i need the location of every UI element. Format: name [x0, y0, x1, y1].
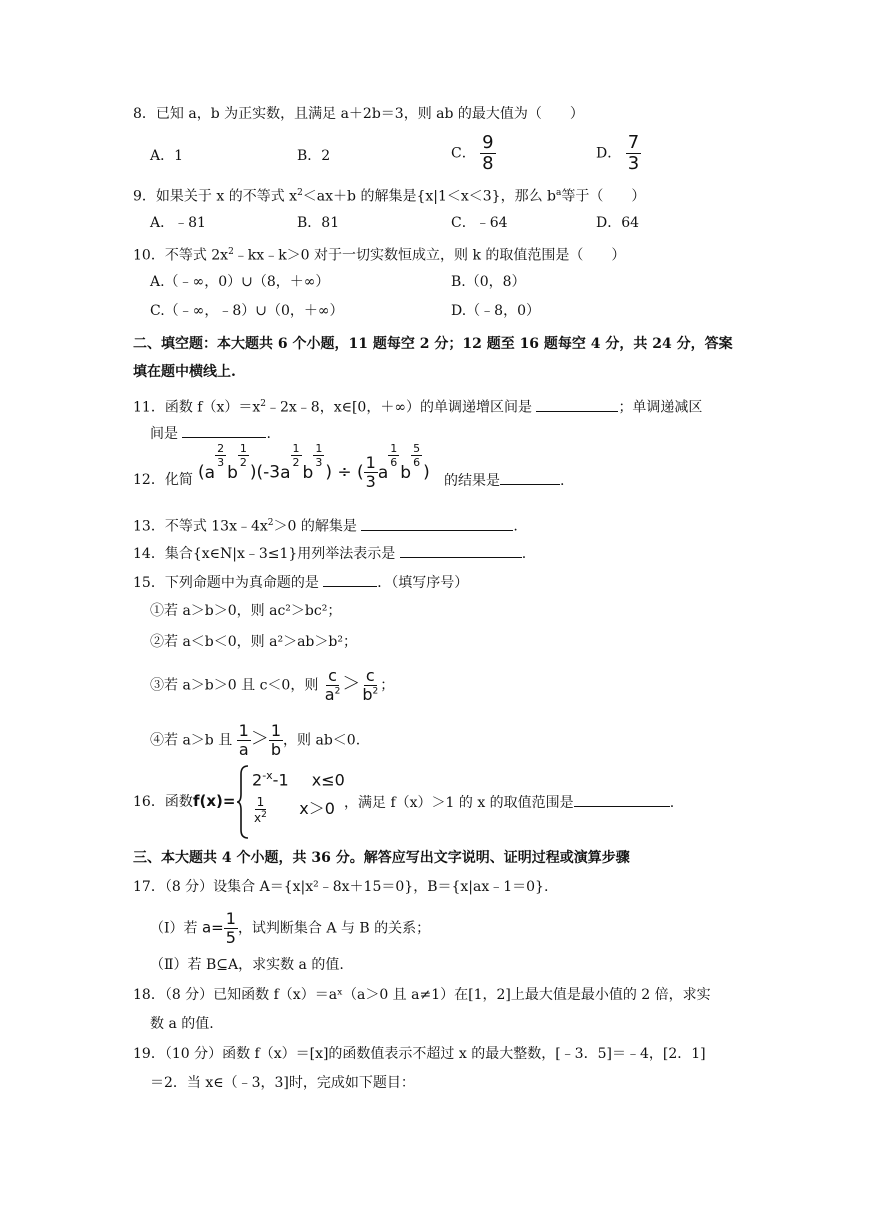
fraction-9-8: $\frac{9}{8}$ [482, 132, 494, 174]
q8-option-d: D． $\frac{7}{3}$ [596, 132, 640, 174]
q16-case-1: $2^{-x}-1$ x≤0 [252, 769, 345, 790]
q14-blank[interactable] [400, 543, 522, 558]
fraction-c-b2: $\frac{c}{b^2}$ [362, 666, 379, 704]
q12-expression: (a $\frac{2}{3}$ b $\frac{1}{2}$ )(-3a $\frac{1}{2}$ b $\frac{1}{3}$ ) ÷ ( $\frac{1}{3}$ a $\frac{1}{6}$ b $\frac{5}{6}$ ) [198, 441, 430, 491]
q17-part-2: （Ⅱ）若 B⊆A，求实数 a 的值. [150, 957, 344, 973]
q16-blank[interactable] [574, 792, 670, 807]
fraction-1-5: $\frac{1}{5}$ [225, 909, 236, 947]
fraction-1-3: $\frac{1}{3}$ [365, 453, 376, 491]
q8-option-c: C． $\frac{9}{8}$ [451, 132, 494, 174]
q10-option-d: D.（﹣8，0） [451, 303, 540, 319]
q9-option-b: B．81 [297, 215, 340, 231]
q12-tail: 的结果是 . [444, 470, 564, 491]
q12-stem: 12．化简 [133, 472, 193, 488]
q8-option-a: A．1 [150, 148, 184, 164]
fraction-7-3: $\frac{7}{3}$ [627, 132, 640, 174]
q11-blank-1[interactable] [536, 397, 618, 412]
q10-stem: 10．不等式 $2x^2﹣kx﹣k>0$ 对于一切实数恒成立，则 k 的取值范围是（ ） [133, 247, 626, 264]
q11-blank-2[interactable] [182, 423, 266, 438]
power-b-1-2: b $\frac{1}{2}$ [227, 441, 247, 483]
q12-blank[interactable] [500, 470, 560, 485]
q16-brace [236, 764, 250, 840]
q18-stem-cont: 数 a 的值. [150, 1016, 214, 1032]
fraction-c-a2: $\frac{c}{a^2}$ [324, 666, 341, 704]
section-2-heading-cont: 填在题中横线上. [133, 364, 236, 380]
q10-option-c: C.（﹣∞，﹣8）∪（0，＋∞） [150, 303, 344, 319]
power-b-5-6: b $\frac{5}{6}$ [400, 441, 421, 483]
q15-blank[interactable] [323, 572, 377, 587]
q13-stem: 13．不等式 $13x﹣4x^2>0$ 的解集是 . [133, 513, 518, 537]
section-2-heading: 二、填空题：本大题共 6 个小题，11 题每空 2 分；12 题至 16 题每空 4 分，共 24 分，答案 [133, 336, 733, 352]
fraction-1-a: $\frac{1}{a}$ [238, 721, 249, 759]
q9-stem: 9．如果关于 x 的不等式 $x^2<ax+b$ 的解集是{x|1＜x＜3}，那么 $b^a$等于（ ） [133, 188, 646, 205]
q9-option-d: D．64 [596, 215, 640, 231]
q17-part-1: （Ⅰ）若 a= $\frac{1}{5}$ ，试判断集合 A 与 B 的关系； [150, 909, 431, 947]
q16-tail: ，满足 f（x）＞1 的 x 的取值范围是 . [344, 792, 674, 813]
q19-stem: 19．（10 分）函数 f（x）＝[x]的函数值表示不超过 x 的最大整数，[﹣3．5]＝﹣4，[2．1] [133, 1046, 706, 1062]
q11-stem: 11．函数 $f(x)=x^2﹣2x﹣8$，x∈[0，＋∞）的单调递增区间是 ；单调递减区 [133, 394, 702, 418]
q9-option-c: C．﹣64 [451, 215, 508, 231]
q15-option-1: ①若 a＞b＞0，则 ac²＞bc²； [150, 603, 342, 619]
q18-stem: 18．（8 分）已知函数 f（x）＝aˣ（a＞0 且 a≠1）在[1，2]上最大值是最小值的 2 倍，求实 [133, 987, 711, 1003]
fraction-1-b: $\frac{1}{b}$ [270, 721, 282, 759]
q17-stem: 17．（8 分）设集合 A＝{x|x²﹣8x＋15＝0}，B＝{x|ax﹣1＝0}. [133, 879, 549, 895]
q16-case-2: $\frac{1}{x^2}$ x＞0 [254, 795, 335, 825]
power-b-1-3: b $\frac{1}{3}$ [302, 441, 323, 483]
section-3-heading: 三、本大题共 4 个小题，共 36 分。解答应写出文字说明、证明过程或演算步骤 [133, 850, 630, 866]
q15-option-4: ④若 a＞b 且 $\frac{1}{a}$ ＞ $\frac{1}{b}$ ，则 ab＜0. [150, 721, 361, 759]
power-a-1-2: a $\frac{1}{2}$ [280, 441, 300, 483]
q19-stem-cont: ＝2．当 x∈（﹣3，3]时，完成如下题目： [150, 1075, 415, 1091]
q15-stem: 15．下列命题中为真命题的是 ．（填写序号） [133, 572, 468, 593]
q8-option-b: B．2 [297, 148, 331, 164]
q14-stem: 14．集合{x∈N|x﹣3≤1}用列举法表示是 . [133, 543, 526, 564]
q10-option-a: A.（﹣∞，0）∪（8，＋∞） [150, 274, 330, 290]
power-a-1-6: a $\frac{1}{6}$ [377, 441, 398, 483]
q13-blank[interactable] [361, 516, 513, 531]
q15-option-2: ②若 a＜b＜0，则 a²＞ab＞b²； [150, 634, 357, 650]
q16-fx: f(x)= [193, 792, 236, 810]
q11-stem-cont: 间是 . [150, 423, 271, 444]
q16-stem: 16．函数 [133, 794, 193, 810]
power-a-2-3: a $\frac{2}{3}$ [204, 441, 225, 483]
q9-option-a: A．﹣81 [150, 215, 206, 231]
q10-option-b: B.（0，8） [451, 274, 526, 290]
q8-stem: 8．已知 a，b 为正实数，且满足 a＋2b＝3，则 ab 的最大值为（ ） [133, 106, 584, 122]
q15-option-3: ③若 a＞b＞0 且 c＜0，则 $\frac{c}{a^2}$ ＞ $\frac{c}{b^2}$ ； [150, 666, 395, 704]
